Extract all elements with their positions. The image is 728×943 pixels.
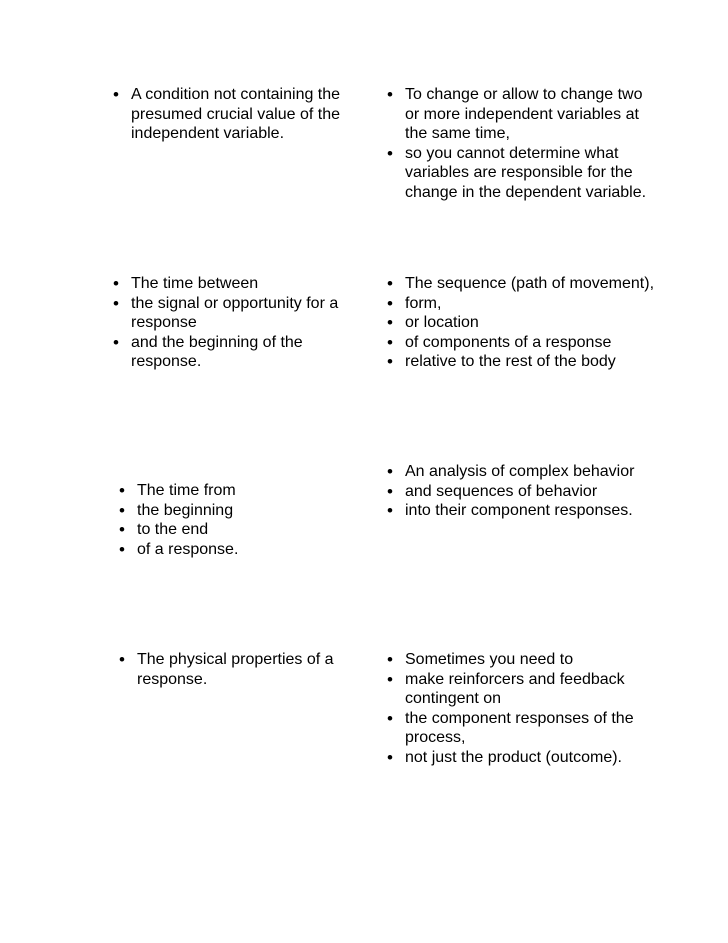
card-3 [111,274,366,372]
list-item: • The physical properties of a response. [117,650,367,689]
bullet-list [111,85,366,144]
bullet-list [117,481,367,559]
card-4 [385,274,655,372]
bullet-list [385,462,655,521]
card-8 [385,650,655,768]
list-item: • the signal or opportunity for a response [111,294,366,333]
list-item: • form, [385,294,655,314]
list-item: • To change or allow to change two or more independent variables at the same time, [385,85,655,144]
list-item: • into their component responses. [385,501,655,521]
list-item: • make reinforcers and feedback contingent on [385,670,655,709]
list-item: • The sequence (path of movement), [385,274,655,294]
list-item: • not just the product (outcome). [385,748,655,768]
card-6 [385,462,655,521]
card-7 [117,650,367,689]
bullet-list [385,650,655,768]
bullet-list [117,650,367,689]
list-item: • An analysis of complex behavior [385,462,655,482]
bullet-list [111,274,366,372]
list-item: • and the beginning of the response. [111,333,366,372]
bullet-list [385,85,655,203]
card-5 [117,481,367,559]
bullet-list [385,274,655,372]
list-item: • of a response. [117,540,367,560]
list-item: • and sequences of behavior [385,482,655,502]
list-item: • the beginning [117,501,367,521]
list-item: • to the end [117,520,367,540]
card-2 [385,85,655,203]
list-item: • so you cannot determine what variables are responsible for the change in the dependent variable. [385,144,655,203]
list-item: • The time between [111,274,366,294]
list-item: • relative to the rest of the body [385,352,655,372]
list-item: • Sometimes you need to [385,650,655,670]
card-1 [111,85,366,144]
list-item: • of components of a response [385,333,655,353]
list-item: • or location [385,313,655,333]
list-item: • the component responses of the process, [385,709,655,748]
list-item: • A condition not containing the presumed crucial value of the independent variable. [111,85,366,144]
list-item: • The time from [117,481,367,501]
